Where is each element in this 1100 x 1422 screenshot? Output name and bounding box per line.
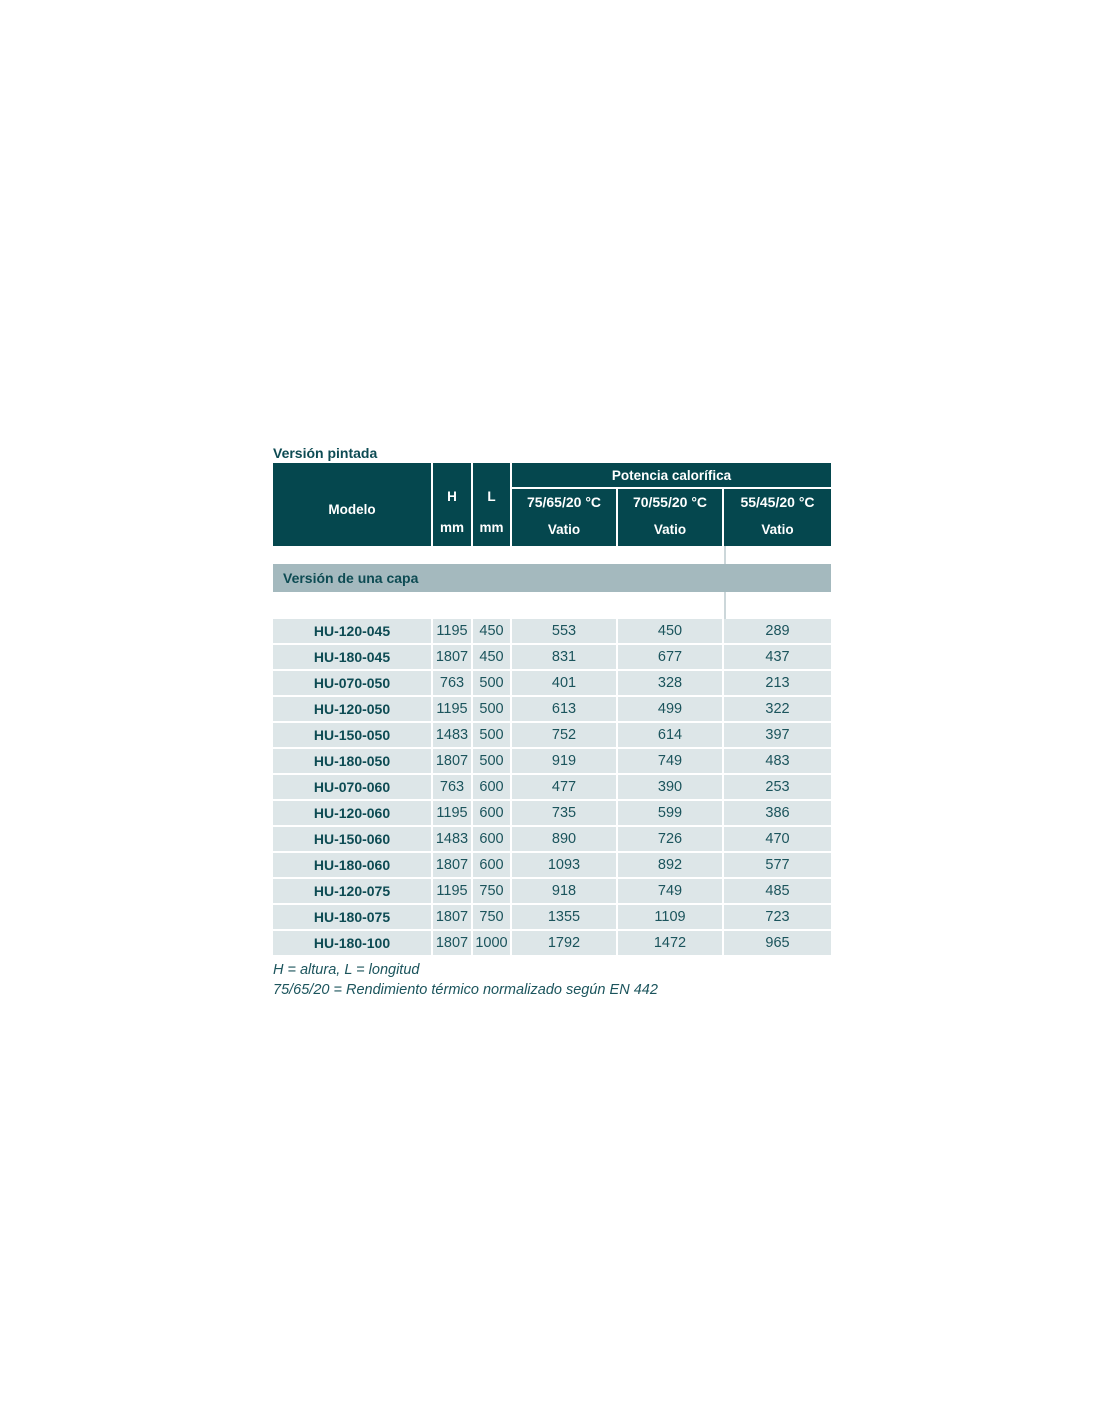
watt-75-65-20-cell: 401 bbox=[512, 671, 616, 695]
table-row bbox=[273, 697, 831, 721]
height-unit-label: mm bbox=[439, 520, 464, 535]
watt-70-55-20-cell: 726 bbox=[618, 827, 722, 851]
spec-table-section bbox=[273, 444, 831, 1000]
column-header-height bbox=[433, 463, 471, 546]
length-value-cell: 600 bbox=[473, 853, 510, 877]
watt-55-45-20-cell: 485 bbox=[724, 879, 831, 903]
watt-70-55-20-cell: 677 bbox=[618, 645, 722, 669]
height-value-cell: 763 bbox=[433, 671, 471, 695]
table-row bbox=[273, 879, 831, 903]
watt-75-65-20-cell: 735 bbox=[512, 801, 616, 825]
model-cell: HU-180-050 bbox=[273, 749, 431, 773]
height-value-cell: 1195 bbox=[433, 697, 471, 721]
temp-label-70: 70/55/20 °C bbox=[632, 494, 708, 510]
column-header-70-55-20 bbox=[618, 489, 722, 546]
unit-label-70: Vatio bbox=[653, 522, 687, 537]
length-unit-label: mm bbox=[479, 520, 504, 535]
watt-70-55-20-cell: 328 bbox=[618, 671, 722, 695]
section-band: Versión de una capa bbox=[273, 564, 831, 592]
watt-70-55-20-cell: 599 bbox=[618, 801, 722, 825]
watt-75-65-20-cell: 553 bbox=[512, 619, 616, 643]
height-value-cell: 1195 bbox=[433, 619, 471, 643]
length-value-cell: 500 bbox=[473, 671, 510, 695]
model-cell: HU-070-050 bbox=[273, 671, 431, 695]
column-header-model: Modelo bbox=[273, 463, 431, 546]
model-cell: HU-120-045 bbox=[273, 619, 431, 643]
watt-75-65-20-cell: 1792 bbox=[512, 931, 616, 955]
length-value-cell: 750 bbox=[473, 905, 510, 929]
column-header-55-45-20 bbox=[724, 489, 831, 546]
watt-70-55-20-cell: 390 bbox=[618, 775, 722, 799]
height-value-cell: 763 bbox=[433, 775, 471, 799]
model-cell: HU-120-050 bbox=[273, 697, 431, 721]
watt-55-45-20-cell: 213 bbox=[724, 671, 831, 695]
table-row bbox=[273, 645, 831, 669]
height-value-cell: 1807 bbox=[433, 905, 471, 929]
model-cell: HU-180-060 bbox=[273, 853, 431, 877]
unit-label-75: Vatio bbox=[547, 522, 581, 537]
length-label: L bbox=[487, 489, 496, 504]
height-value-cell: 1483 bbox=[433, 723, 471, 747]
band-spacer bbox=[273, 592, 831, 619]
column-header-length bbox=[473, 463, 510, 546]
table-row bbox=[273, 775, 831, 799]
watt-75-65-20-cell: 1355 bbox=[512, 905, 616, 929]
table-row bbox=[273, 827, 831, 851]
model-cell: HU-120-075 bbox=[273, 879, 431, 903]
watt-55-45-20-cell: 289 bbox=[724, 619, 831, 643]
model-cell: HU-180-100 bbox=[273, 931, 431, 955]
table-row bbox=[273, 671, 831, 695]
watt-75-65-20-cell: 752 bbox=[512, 723, 616, 747]
heat-output-columns bbox=[512, 489, 831, 546]
watt-70-55-20-cell: 450 bbox=[618, 619, 722, 643]
watt-70-55-20-cell: 749 bbox=[618, 879, 722, 903]
height-value-cell: 1807 bbox=[433, 645, 471, 669]
watt-70-55-20-cell: 1472 bbox=[618, 931, 722, 955]
table-header bbox=[273, 463, 831, 546]
table-row bbox=[273, 931, 831, 955]
table-row bbox=[273, 905, 831, 929]
model-cell: HU-150-060 bbox=[273, 827, 431, 851]
height-value-cell: 1195 bbox=[433, 879, 471, 903]
length-value-cell: 750 bbox=[473, 879, 510, 903]
footnotes bbox=[273, 960, 831, 1000]
model-cell: HU-070-060 bbox=[273, 775, 431, 799]
length-value-cell: 500 bbox=[473, 749, 510, 773]
watt-75-65-20-cell: 477 bbox=[512, 775, 616, 799]
watt-70-55-20-cell: 614 bbox=[618, 723, 722, 747]
column-divider-line bbox=[724, 546, 726, 564]
watt-55-45-20-cell: 437 bbox=[724, 645, 831, 669]
height-value-cell: 1807 bbox=[433, 931, 471, 955]
temp-label-55: 55/45/20 °C bbox=[740, 494, 815, 510]
watt-70-55-20-cell: 1109 bbox=[618, 905, 722, 929]
length-value-cell: 600 bbox=[473, 801, 510, 825]
watt-55-45-20-cell: 397 bbox=[724, 723, 831, 747]
temp-label-75: 75/65/20 °C bbox=[526, 494, 602, 510]
height-value-cell: 1807 bbox=[433, 749, 471, 773]
height-value-cell: 1195 bbox=[433, 801, 471, 825]
length-value-cell: 600 bbox=[473, 775, 510, 799]
header-spacer bbox=[273, 546, 831, 564]
height-label: H bbox=[447, 489, 457, 504]
table-row bbox=[273, 619, 831, 643]
footnote-en442: 75/65/20 = Rendimiento térmico normalizado según EN 442 bbox=[273, 982, 658, 998]
table-row bbox=[273, 853, 831, 877]
length-value-cell: 500 bbox=[473, 697, 510, 721]
model-cell: HU-180-045 bbox=[273, 645, 431, 669]
watt-75-65-20-cell: 919 bbox=[512, 749, 616, 773]
watt-55-45-20-cell: 577 bbox=[724, 853, 831, 877]
watt-70-55-20-cell: 749 bbox=[618, 749, 722, 773]
watt-70-55-20-cell: 499 bbox=[618, 697, 722, 721]
watt-55-45-20-cell: 322 bbox=[724, 697, 831, 721]
table-body bbox=[273, 619, 831, 955]
length-value-cell: 450 bbox=[473, 619, 510, 643]
watt-55-45-20-cell: 965 bbox=[724, 931, 831, 955]
table-row bbox=[273, 749, 831, 773]
height-value-cell: 1483 bbox=[433, 827, 471, 851]
model-cell: HU-120-060 bbox=[273, 801, 431, 825]
length-value-cell: 450 bbox=[473, 645, 510, 669]
model-cell: HU-150-050 bbox=[273, 723, 431, 747]
table-row bbox=[273, 801, 831, 825]
watt-70-55-20-cell: 892 bbox=[618, 853, 722, 877]
length-value-cell: 1000 bbox=[473, 931, 510, 955]
table-row bbox=[273, 723, 831, 747]
column-header-75-65-20 bbox=[512, 489, 616, 546]
unit-label-55: Vatio bbox=[761, 522, 794, 537]
model-cell: HU-180-075 bbox=[273, 905, 431, 929]
heat-output-group-title: Potencia calorífica bbox=[512, 463, 831, 489]
watt-75-65-20-cell: 613 bbox=[512, 697, 616, 721]
column-divider-line bbox=[724, 592, 726, 619]
page-title: Versión pintada bbox=[273, 445, 378, 461]
heat-output-group bbox=[512, 463, 831, 546]
watt-55-45-20-cell: 253 bbox=[724, 775, 831, 799]
watt-75-65-20-cell: 1093 bbox=[512, 853, 616, 877]
height-value-cell: 1807 bbox=[433, 853, 471, 877]
watt-75-65-20-cell: 918 bbox=[512, 879, 616, 903]
watt-55-45-20-cell: 723 bbox=[724, 905, 831, 929]
watt-55-45-20-cell: 483 bbox=[724, 749, 831, 773]
footnote-hl: H = altura, L = longitud bbox=[273, 962, 420, 978]
watt-55-45-20-cell: 470 bbox=[724, 827, 831, 851]
length-value-cell: 600 bbox=[473, 827, 510, 851]
watt-75-65-20-cell: 890 bbox=[512, 827, 616, 851]
watt-75-65-20-cell: 831 bbox=[512, 645, 616, 669]
watt-55-45-20-cell: 386 bbox=[724, 801, 831, 825]
length-value-cell: 500 bbox=[473, 723, 510, 747]
